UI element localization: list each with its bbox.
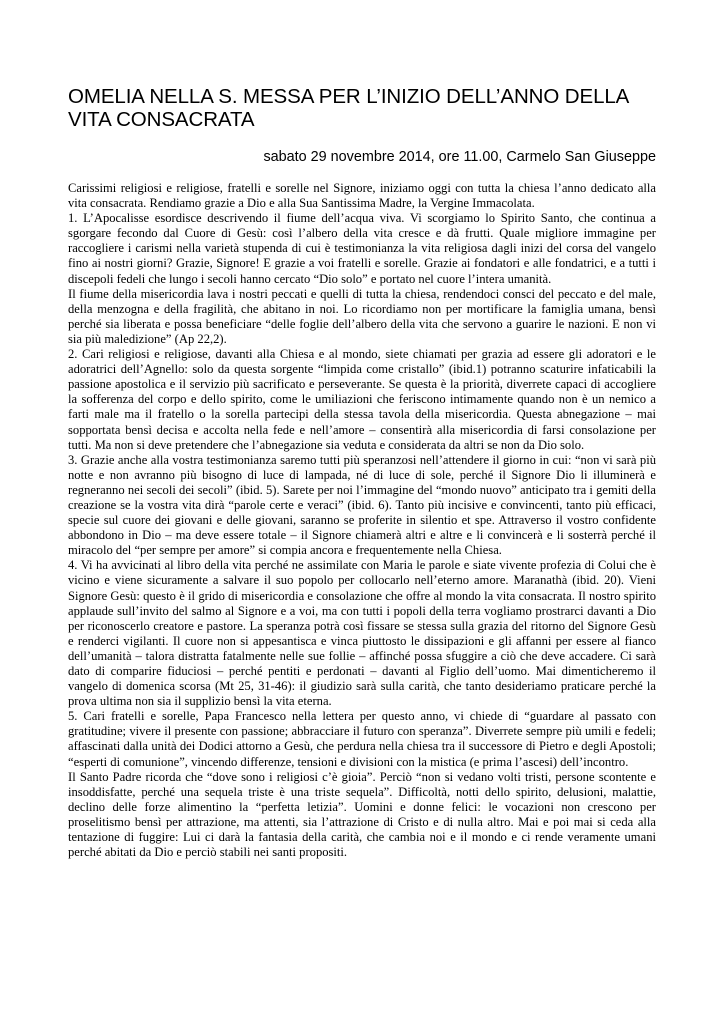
paragraph-5: 5. Cari fratelli e sorelle, Papa Francesco nella lettera per questo anno, vi chiede di “guardare al passato con gratitudine; vivere il presente con passione; abbracciare il futuro con speranza”. Diverrete sempre più umili e fedeli; affascinati dalla unità dei Dodici attorno a Gesù, che perdura nella chiesa tra il successore di Pietro e degli Apostoli; “esperti di comunione”, vincendo differenze, tensioni e divisioni con la mistica (e prima l’ascesi) dell’incontro. [68, 709, 656, 769]
paragraph-5b: Il Santo Padre ricorda che “dove sono i religiosi c’è gioia”. Perciò “non si vedano volti tristi, persone scontente e insoddisfatte, perché una sequela triste è una triste sequela”. Difficoltà, notti dello spirito, delusioni, malattie, declino delle forze alimentino la “perfetta letizia”. Uomini e donne felici: le vocazioni non crescono per proselitismo bensì per attrazione, ma attenti, sia l’attrazione di Cristo e di nulla altro. Mai e poi mai si ceda alla tentazione di fuggire: Lui ci darà la fantasia della carità, che cambia noi e il mondo e ci rende veramente umani perché abitati da Dio e perciò stabili nei santi propositi. [68, 769, 656, 860]
paragraph-intro: Carissimi religiosi e religiose, fratelli e sorelle nel Signore, iniziamo oggi con tutta la chiesa l’anno dedicato alla vita consacrata. Rendiamo grazie a Dio e alla Sua Santissima Madre, la Vergine Immacolata. [68, 181, 656, 211]
paragraph-2: 2. Cari religiosi e religiose, davanti alla Chiesa e al mondo, siete chiamati per grazia ad essere gli adoratori e le adoratrici dell’Agnello: solo da questa sorgente “limpida come cristallo” (ibid.1) potranno scaturire infaticabili la passione apostolica e il servizio più sacrificato e perseverante. Se questa è la priorità, diverrete capaci di accogliere la sofferenza del corpo e dello spirito, come le umiliazioni che feriscono intimamente quando non è un nemico a farti male ma il fratello o la sorella partecipi della stessa tavola della misericordia. Questa abnegazione – mai sopportata bensì decisa e accolta nella fede e nell’amore – consentirà alla misericordia di farsi consolazione per tutti. Ma non si deve pretendere che l’abnegazione sia veduta e considerata da altri se non da Dio solo. [68, 347, 656, 452]
paragraph-1: 1. L’Apocalisse esordisce descrivendo il fiume dell’acqua viva. Vi scorgiamo lo Spirito Santo, che continua a sgorgare fecondo dal Cuore di Gesù: così l’albero della vita cresce e dà frutti. Quale migliore immagine per raccogliere i carismi nella varietà stupenda di cui è testimonianza la vita religiosa dagli inizi del corsa del vangelo fino ai nostri giorni? Grazie, Signore! E grazie a voi fratelli e sorelle. Grazie ai fondatori e alle fondatrici, e a tutti i discepoli fedeli che lungo i secoli hanno cercato “Dio solo” e portato nel cuore l’intera umanità. [68, 211, 656, 286]
paragraph-4: 4. Vi ha avvicinati al libro della vita perché ne assimilate con Maria le parole e siate vivente profezia di Colui che è vicino e viene sicuramente a salvare il suo popolo per collocarlo nell’eterno amore. Maranathà (ibid. 20). Vieni Signore Gesù: questo è il grido di misericordia e consolazione che offre al mondo la vita consacrata. Il nostro spirito applaude sull’invito del salmo al Signore e a voi, ma con tutti i popoli della terra vogliamo prostrarci davanti a Dio per riconoscerlo creatore e pastore. La speranza potrà così fissare se stessa sulla grazia del ritorno del Signore Gesù e renderci vigilanti. Il cuore non si appesantisca e vinca piuttosto le dissipazioni e gli affanni per essere al fianco dell’umanità – talora distratta fatalmente nelle sue follie – affinché possa sfuggire a ciò che deve accadere. Ci sarà dato di comparire fiduciosi – perché pentiti e perdonati – davanti al Figlio dell’uomo. Mai dimenticheremo il vangelo di domenica scorsa (Mt 25, 31-46): il giudizio sarà sulla carità, che tanto desideriamo praticare perché la prova ultima non sia il supplizio bensì la vita eterna. [68, 558, 656, 709]
paragraph-1b: Il fiume della misericordia lava i nostri peccati e quelli di tutta la chiesa, rendendoci consci del peccato e del male, della menzogna e della fragilità, che abitano in noi. Lo ricordiamo non per mortificare la famiglia umana, bensì perché sia liberata e possa beneficiare “delle foglie dell’albero della vita che servono a guarire le nazioni. E non vi sia più maledizione” (Ap 22,2). [68, 286, 656, 346]
document-body [68, 181, 656, 860]
paragraph-3: 3. Grazie anche alla vostra testimonianza saremo tutti più speranzosi nell’attendere il giorno in cui: “non vi sarà più notte e non avranno più bisogno di luce di lampada, né di luce di sole, perché il Signore Dio li illuminerà e regneranno nei secoli dei secoli” (ibid. 5). Sarete per noi l’immagine del “mondo nuovo” anticipato tra i gemiti della creazione se la vostra vita dirà “parole certe e veraci” (ibid. 6). Tanto più incisive e convincenti, tanto più efficaci, specie sul cuore dei giovani e delle giovani, saranno se proferite in silentio et spe. Attraverso il vostro confidente abbondono in Dio – ma deve essere totale – il Signore chiamerà altri e altre e li convincerà e li sosterrà perché il miracolo del “per sempre per amore” si compia ancora e frequentemente nella Chiesa. [68, 452, 656, 558]
document-subtitle: sabato 29 novembre 2014, ore 11.00, Carmelo San Giuseppe [263, 149, 656, 165]
document-title: OMELIA NELLA S. MESSA PER L’INIZIO DELL’ANNO DELLA VITA CONSACRATA [68, 85, 629, 131]
